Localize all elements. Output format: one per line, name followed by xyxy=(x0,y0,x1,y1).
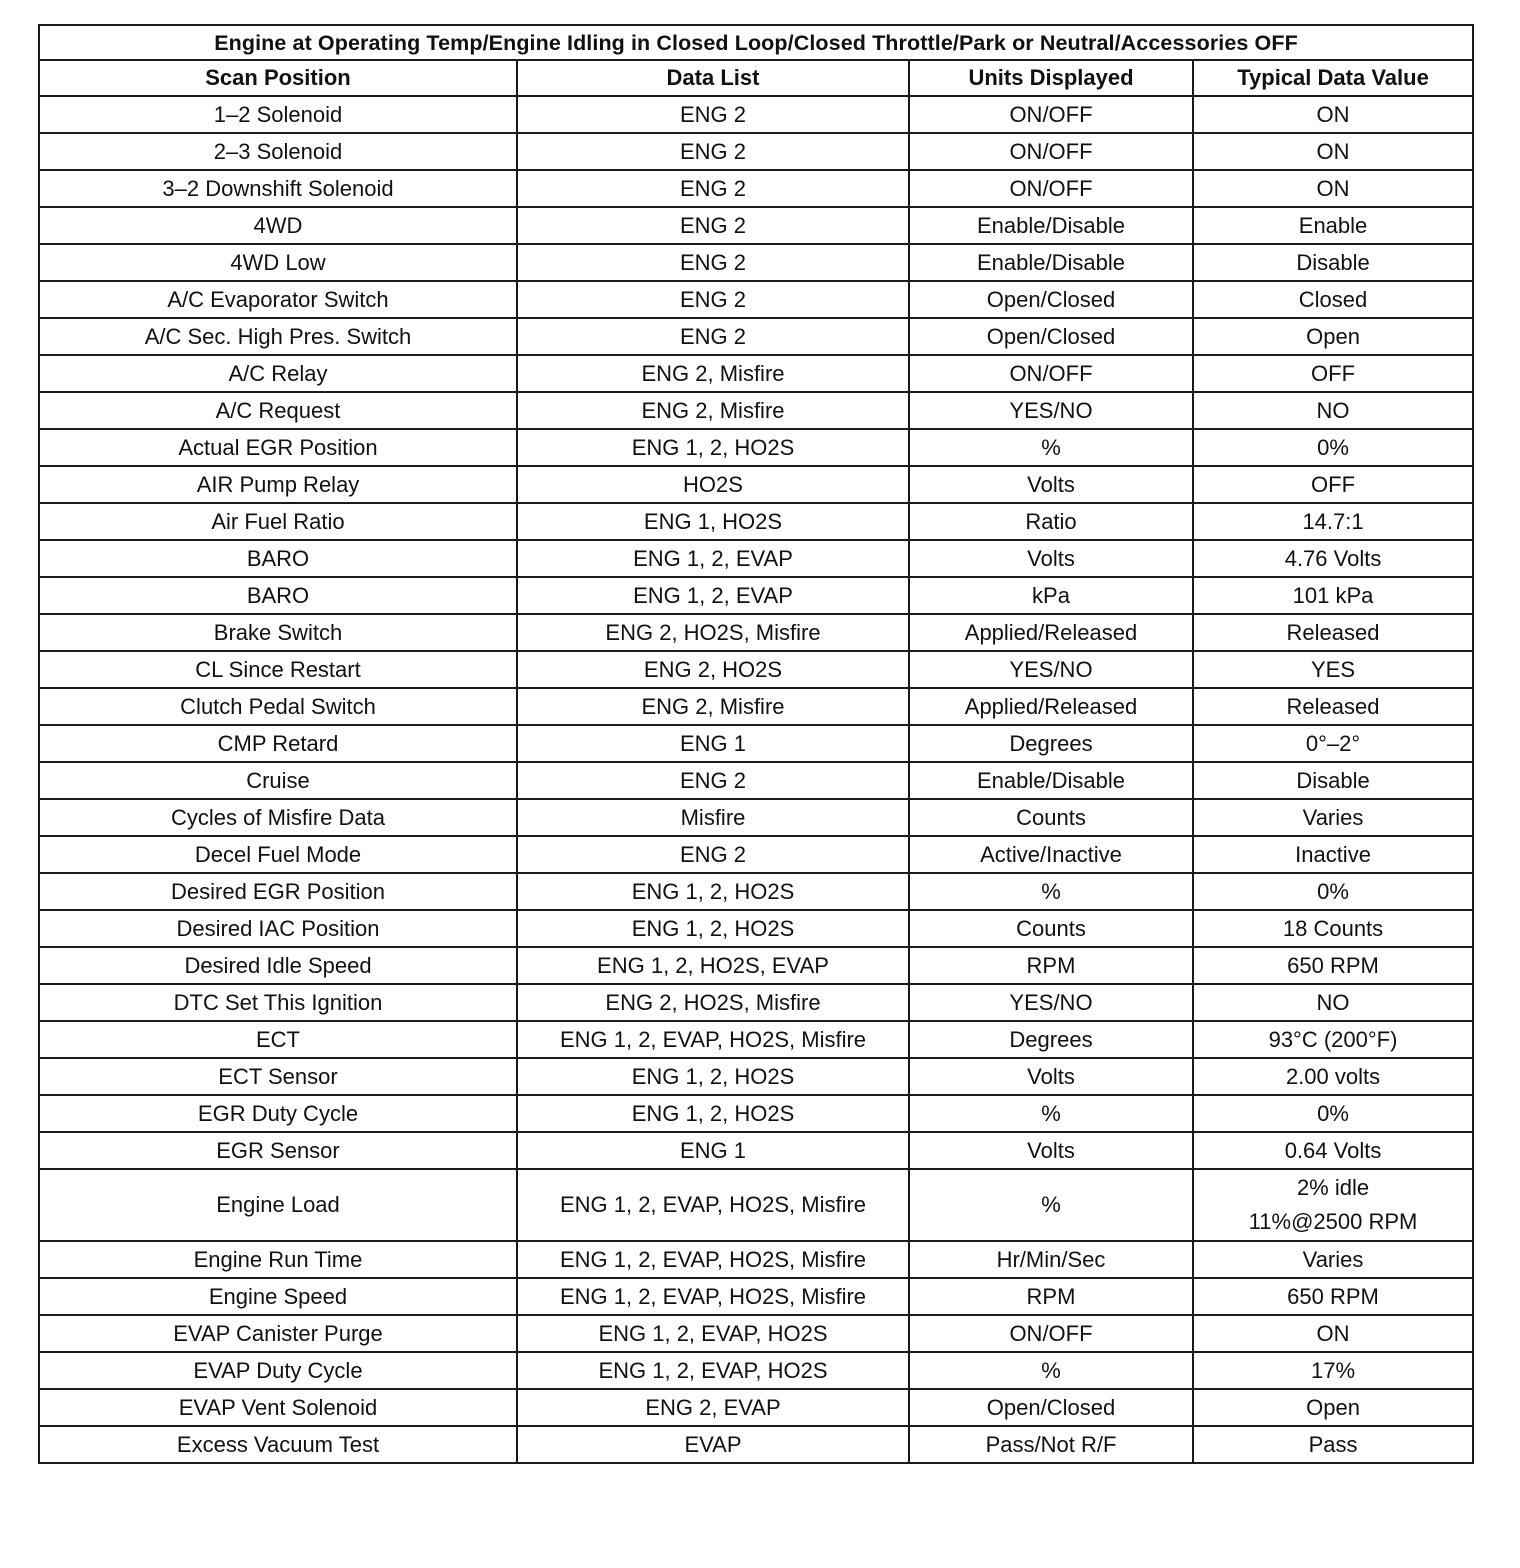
table-row xyxy=(39,318,1473,355)
scan-position-cell: 1–2 Solenoid xyxy=(39,96,517,133)
units-displayed-cell: RPM xyxy=(909,1278,1193,1315)
units-displayed-cell: Volts xyxy=(909,1132,1193,1169)
data-list-cell: ENG 2 xyxy=(517,836,909,873)
units-displayed-cell: YES/NO xyxy=(909,984,1193,1021)
units-displayed-cell: % xyxy=(909,429,1193,466)
scan-position-cell: A/C Request xyxy=(39,392,517,429)
table-row xyxy=(39,1278,1473,1315)
typical-data-value-cell: Enable xyxy=(1193,207,1473,244)
typical-data-value-cell: 650 RPM xyxy=(1193,1278,1473,1315)
data-list-cell: ENG 2, Misfire xyxy=(517,355,909,392)
data-table-container xyxy=(38,24,1472,1464)
table-row xyxy=(39,1426,1473,1463)
typical-data-value-cell: 0.64 Volts xyxy=(1193,1132,1473,1169)
data-list-cell: ENG 2, HO2S, Misfire xyxy=(517,614,909,651)
scan-position-cell: Engine Load xyxy=(39,1169,517,1241)
units-displayed-cell: Degrees xyxy=(909,725,1193,762)
data-list-cell: ENG 1 xyxy=(517,725,909,762)
scan-position-cell: EVAP Canister Purge xyxy=(39,1315,517,1352)
data-list-cell: ENG 2 xyxy=(517,318,909,355)
table-row xyxy=(39,429,1473,466)
data-list-cell: ENG 1, 2, HO2S xyxy=(517,429,909,466)
scan-position-cell: EVAP Duty Cycle xyxy=(39,1352,517,1389)
units-displayed-cell: % xyxy=(909,1352,1193,1389)
units-displayed-cell: Enable/Disable xyxy=(909,244,1193,281)
units-displayed-cell: Enable/Disable xyxy=(909,762,1193,799)
data-list-cell: ENG 1, 2, EVAP, HO2S xyxy=(517,1315,909,1352)
table-row xyxy=(39,651,1473,688)
scan-position-cell: DTC Set This Ignition xyxy=(39,984,517,1021)
scan-position-cell: EGR Duty Cycle xyxy=(39,1095,517,1132)
table-row xyxy=(39,170,1473,207)
units-displayed-cell: Enable/Disable xyxy=(909,207,1193,244)
units-displayed-cell: Volts xyxy=(909,466,1193,503)
data-list-cell: ENG 1, 2, EVAP, HO2S xyxy=(517,1352,909,1389)
typical-data-value-cell: Released xyxy=(1193,688,1473,725)
typical-data-value-cell: 0% xyxy=(1193,873,1473,910)
column-header-units-displayed: Units Displayed xyxy=(909,60,1193,96)
typical-data-value-cell: 93°C (200°F) xyxy=(1193,1021,1473,1058)
typical-data-value-cell: ON xyxy=(1193,133,1473,170)
typical-data-value-cell: Pass xyxy=(1193,1426,1473,1463)
data-list-cell: ENG 1, 2, EVAP xyxy=(517,577,909,614)
scan-position-cell: 4WD Low xyxy=(39,244,517,281)
table-row xyxy=(39,281,1473,318)
units-displayed-cell: ON/OFF xyxy=(909,133,1193,170)
typical-data-value-cell: ON xyxy=(1193,170,1473,207)
data-list-cell: ENG 1, 2, EVAP xyxy=(517,540,909,577)
table-row xyxy=(39,392,1473,429)
data-list-cell: ENG 2 xyxy=(517,133,909,170)
units-displayed-cell: ON/OFF xyxy=(909,1315,1193,1352)
data-list-cell: ENG 2 xyxy=(517,244,909,281)
scan-position-cell: Air Fuel Ratio xyxy=(39,503,517,540)
units-displayed-cell: kPa xyxy=(909,577,1193,614)
data-list-cell: HO2S xyxy=(517,466,909,503)
units-displayed-cell: ON/OFF xyxy=(909,96,1193,133)
table-row xyxy=(39,1241,1473,1278)
scan-position-cell: BARO xyxy=(39,540,517,577)
data-list-cell: ENG 2 xyxy=(517,281,909,318)
table-row xyxy=(39,799,1473,836)
typical-data-value-cell: ON xyxy=(1193,1315,1473,1352)
units-displayed-cell: Applied/Released xyxy=(909,614,1193,651)
typical-data-value-cell: Closed xyxy=(1193,281,1473,318)
table-row xyxy=(39,1132,1473,1169)
typical-data-value-line: 2% idle xyxy=(1296,1175,1370,1200)
data-list-cell: ENG 1, 2, HO2S xyxy=(517,1095,909,1132)
typical-data-value-cell: 0°–2° xyxy=(1193,725,1473,762)
units-displayed-cell: Open/Closed xyxy=(909,281,1193,318)
units-displayed-cell: YES/NO xyxy=(909,651,1193,688)
typical-data-value-cell: 650 RPM xyxy=(1193,947,1473,984)
units-displayed-cell: ON/OFF xyxy=(909,355,1193,392)
scan-position-cell: Desired Idle Speed xyxy=(39,947,517,984)
units-displayed-cell: Counts xyxy=(909,910,1193,947)
data-list-cell: EVAP xyxy=(517,1426,909,1463)
typical-data-value-cell: 101 kPa xyxy=(1193,577,1473,614)
table-body xyxy=(39,96,1473,1463)
table-row xyxy=(39,96,1473,133)
data-list-cell: ENG 2 xyxy=(517,762,909,799)
table-row xyxy=(39,577,1473,614)
table-row xyxy=(39,1058,1473,1095)
scan-position-cell: AIR Pump Relay xyxy=(39,466,517,503)
typical-data-value-cell: Released xyxy=(1193,614,1473,651)
scan-position-cell: Cycles of Misfire Data xyxy=(39,799,517,836)
table-title: Engine at Operating Temp/Engine Idling in Closed Loop/Closed Throttle/Park or Neutral/Accessories OFF xyxy=(39,25,1473,60)
typical-data-value-cell: Open xyxy=(1193,318,1473,355)
table-row xyxy=(39,503,1473,540)
scan-position-cell: A/C Evaporator Switch xyxy=(39,281,517,318)
data-list-cell: ENG 1, 2, HO2S xyxy=(517,910,909,947)
table-row xyxy=(39,1315,1473,1352)
typical-data-value-cell: Varies xyxy=(1193,1241,1473,1278)
scan-position-cell: A/C Relay xyxy=(39,355,517,392)
table-row xyxy=(39,1095,1473,1132)
data-list-cell: ENG 2, Misfire xyxy=(517,392,909,429)
scan-position-cell: ECT xyxy=(39,1021,517,1058)
table-row xyxy=(39,466,1473,503)
scan-position-cell: Brake Switch xyxy=(39,614,517,651)
typical-data-value-cell: OFF xyxy=(1193,355,1473,392)
units-displayed-cell: Degrees xyxy=(909,1021,1193,1058)
typical-data-value-cell: 2.00 volts xyxy=(1193,1058,1473,1095)
data-list-cell: ENG 2 xyxy=(517,96,909,133)
units-displayed-cell: Ratio xyxy=(909,503,1193,540)
data-list-cell: ENG 1, HO2S xyxy=(517,503,909,540)
data-list-cell: ENG 2, Misfire xyxy=(517,688,909,725)
data-list-cell: ENG 1, 2, EVAP, HO2S, Misfire xyxy=(517,1278,909,1315)
scan-position-cell: CL Since Restart xyxy=(39,651,517,688)
units-displayed-cell: Volts xyxy=(909,1058,1193,1095)
table-row xyxy=(39,244,1473,281)
typical-data-value-cell: 18 Counts xyxy=(1193,910,1473,947)
table-row xyxy=(39,1021,1473,1058)
units-displayed-cell: Hr/Min/Sec xyxy=(909,1241,1193,1278)
units-displayed-cell: % xyxy=(909,873,1193,910)
units-displayed-cell: ON/OFF xyxy=(909,170,1193,207)
table-row xyxy=(39,725,1473,762)
scan-position-cell: Desired EGR Position xyxy=(39,873,517,910)
scan-position-cell: BARO xyxy=(39,577,517,614)
scan-position-cell: 4WD xyxy=(39,207,517,244)
units-displayed-cell: Volts xyxy=(909,540,1193,577)
table-row xyxy=(39,1389,1473,1426)
scan-position-cell: EGR Sensor xyxy=(39,1132,517,1169)
typical-data-value-cell: Varies xyxy=(1193,799,1473,836)
table-row xyxy=(39,873,1473,910)
table-row xyxy=(39,984,1473,1021)
units-displayed-cell: Counts xyxy=(909,799,1193,836)
scan-position-cell: EVAP Vent Solenoid xyxy=(39,1389,517,1426)
column-header-scan-position: Scan Position xyxy=(39,60,517,96)
scan-position-cell: Clutch Pedal Switch xyxy=(39,688,517,725)
typical-data-value-cell: NO xyxy=(1193,392,1473,429)
data-list-cell: ENG 1, 2, EVAP, HO2S, Misfire xyxy=(517,1169,909,1241)
units-displayed-cell: Open/Closed xyxy=(909,318,1193,355)
units-displayed-cell: Applied/Released xyxy=(909,688,1193,725)
scan-position-cell: Excess Vacuum Test xyxy=(39,1426,517,1463)
typical-data-value-cell: ON xyxy=(1193,96,1473,133)
data-list-cell: ENG 2 xyxy=(517,207,909,244)
typical-data-value-cell: 0% xyxy=(1193,1095,1473,1132)
data-list-cell: ENG 2, HO2S xyxy=(517,651,909,688)
typical-data-value-cell: 4.76 Volts xyxy=(1193,540,1473,577)
scan-data-table xyxy=(38,24,1474,1464)
typical-data-value-cell: Open xyxy=(1193,1389,1473,1426)
units-displayed-cell: RPM xyxy=(909,947,1193,984)
column-header-data-list: Data List xyxy=(517,60,909,96)
typical-data-value-cell xyxy=(1193,1169,1473,1241)
table-row xyxy=(39,133,1473,170)
typical-data-value-cell: 0% xyxy=(1193,429,1473,466)
typical-data-value-cell: Disable xyxy=(1193,244,1473,281)
scan-position-cell: Desired IAC Position xyxy=(39,910,517,947)
typical-data-value-cell: YES xyxy=(1193,651,1473,688)
typical-data-value-cell: 17% xyxy=(1193,1352,1473,1389)
data-list-cell: ENG 1 xyxy=(517,1132,909,1169)
table-row xyxy=(39,614,1473,651)
table-row xyxy=(39,910,1473,947)
typical-data-value-cell: NO xyxy=(1193,984,1473,1021)
units-displayed-cell: Active/Inactive xyxy=(909,836,1193,873)
data-list-cell: Misfire xyxy=(517,799,909,836)
units-displayed-cell: % xyxy=(909,1169,1193,1241)
table-row xyxy=(39,1169,1473,1241)
scan-position-cell: A/C Sec. High Pres. Switch xyxy=(39,318,517,355)
units-displayed-cell: Pass/Not R/F xyxy=(909,1426,1193,1463)
table-row xyxy=(39,762,1473,799)
table-row xyxy=(39,688,1473,725)
units-displayed-cell: % xyxy=(909,1095,1193,1132)
scan-position-cell: 3–2 Downshift Solenoid xyxy=(39,170,517,207)
column-header-typical-data-value: Typical Data Value xyxy=(1193,60,1473,96)
scan-position-cell: ECT Sensor xyxy=(39,1058,517,1095)
scan-position-cell: CMP Retard xyxy=(39,725,517,762)
data-list-cell: ENG 1, 2, HO2S, EVAP xyxy=(517,947,909,984)
table-row xyxy=(39,540,1473,577)
data-list-cell: ENG 2, EVAP xyxy=(517,1389,909,1426)
data-list-cell: ENG 1, 2, EVAP, HO2S, Misfire xyxy=(517,1021,909,1058)
scan-position-cell: Decel Fuel Mode xyxy=(39,836,517,873)
typical-data-value-cell: OFF xyxy=(1193,466,1473,503)
scan-position-cell: Cruise xyxy=(39,762,517,799)
data-list-cell: ENG 1, 2, HO2S xyxy=(517,1058,909,1095)
typical-data-value-line: 11%@2500 RPM xyxy=(1248,1209,1418,1234)
scan-position-cell: 2–3 Solenoid xyxy=(39,133,517,170)
data-list-cell: ENG 1, 2, HO2S xyxy=(517,873,909,910)
units-displayed-cell: Open/Closed xyxy=(909,1389,1193,1426)
table-row xyxy=(39,207,1473,244)
typical-data-value-cell: Disable xyxy=(1193,762,1473,799)
scan-position-cell: Engine Speed xyxy=(39,1278,517,1315)
typical-data-value-cell: Inactive xyxy=(1193,836,1473,873)
table-row xyxy=(39,1352,1473,1389)
data-list-cell: ENG 2, HO2S, Misfire xyxy=(517,984,909,1021)
scan-position-cell: Actual EGR Position xyxy=(39,429,517,466)
units-displayed-cell: YES/NO xyxy=(909,392,1193,429)
table-row xyxy=(39,355,1473,392)
data-list-cell: ENG 2 xyxy=(517,170,909,207)
data-list-cell: ENG 1, 2, EVAP, HO2S, Misfire xyxy=(517,1241,909,1278)
table-row xyxy=(39,836,1473,873)
typical-data-value-cell: 14.7:1 xyxy=(1193,503,1473,540)
scan-position-cell: Engine Run Time xyxy=(39,1241,517,1278)
table-row xyxy=(39,947,1473,984)
